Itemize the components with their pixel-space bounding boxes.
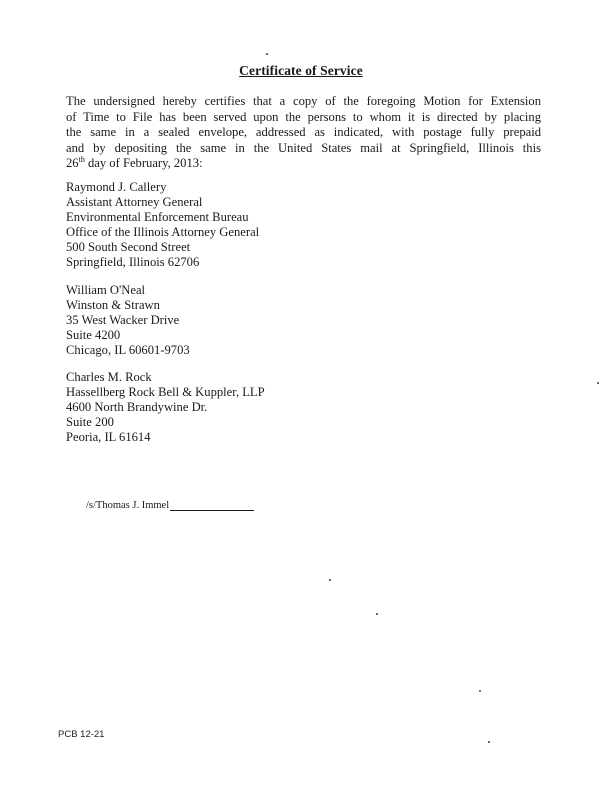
date-rest: day of February, 2013: — [84, 156, 203, 171]
address-line: Assistant Attorney General — [66, 194, 203, 209]
paragraph-line-date — [66, 156, 541, 172]
address-line: 500 South Second Street — [66, 239, 191, 254]
signature-line — [170, 499, 254, 511]
address-line: Suite 200 — [66, 414, 114, 429]
address-line: Hassellberg Rock Bell & Kuppler, LLP — [66, 384, 265, 399]
recipient-name: William O'Neal — [66, 283, 146, 297]
paragraph-line: the same in a sealed envelope, addressed as indicated, with postage fully prepaid — [66, 125, 541, 140]
address-line: 35 West Wacker Drive — [66, 312, 180, 327]
address-line: Chicago, IL 60601-9703 — [66, 342, 190, 357]
scan-speck — [329, 579, 331, 581]
paragraph-line: and by depositing the same in the United States mail at Springfield, Illinois this — [66, 140, 541, 155]
electronic-signature: /s/Thomas J. Immel — [86, 500, 170, 511]
signature-block — [86, 499, 254, 511]
address-line: Office of the Illinois Attorney General — [66, 224, 260, 239]
address-line: Environmental Enforcement Bureau — [66, 209, 249, 224]
scan-speck — [479, 690, 481, 692]
date-day-suffix: th — [78, 155, 85, 165]
scan-speck — [376, 613, 378, 615]
certification-paragraph — [66, 94, 541, 172]
document-title: Certificate of Service — [239, 63, 363, 78]
scan-speck — [266, 53, 268, 55]
address-line: Winston & Strawn — [66, 297, 160, 312]
recipient-address-block — [66, 370, 265, 445]
scan-speck — [488, 741, 490, 743]
recipient-address-block — [66, 180, 259, 269]
paragraph-line: The undersigned hereby certifies that a copy of the foregoing Motion for Extension — [66, 94, 541, 108]
scan-speck — [597, 382, 599, 384]
address-line: Suite 4200 — [66, 327, 121, 342]
recipient-address-block — [66, 283, 190, 358]
document-code: PCB 12-21 — [58, 729, 105, 740]
recipient-name: Charles M. Rock — [66, 370, 152, 384]
recipient-name: Raymond J. Callery — [66, 180, 167, 194]
date-day: 26 — [66, 156, 79, 171]
address-line: 4600 North Brandywine Dr. — [66, 399, 208, 414]
address-line: Peoria, IL 61614 — [66, 429, 151, 444]
paragraph-line: of Time to File has been served upon the persons to whom it is directed by placing — [66, 109, 541, 124]
address-line: Springfield, Illinois 62706 — [66, 254, 200, 269]
